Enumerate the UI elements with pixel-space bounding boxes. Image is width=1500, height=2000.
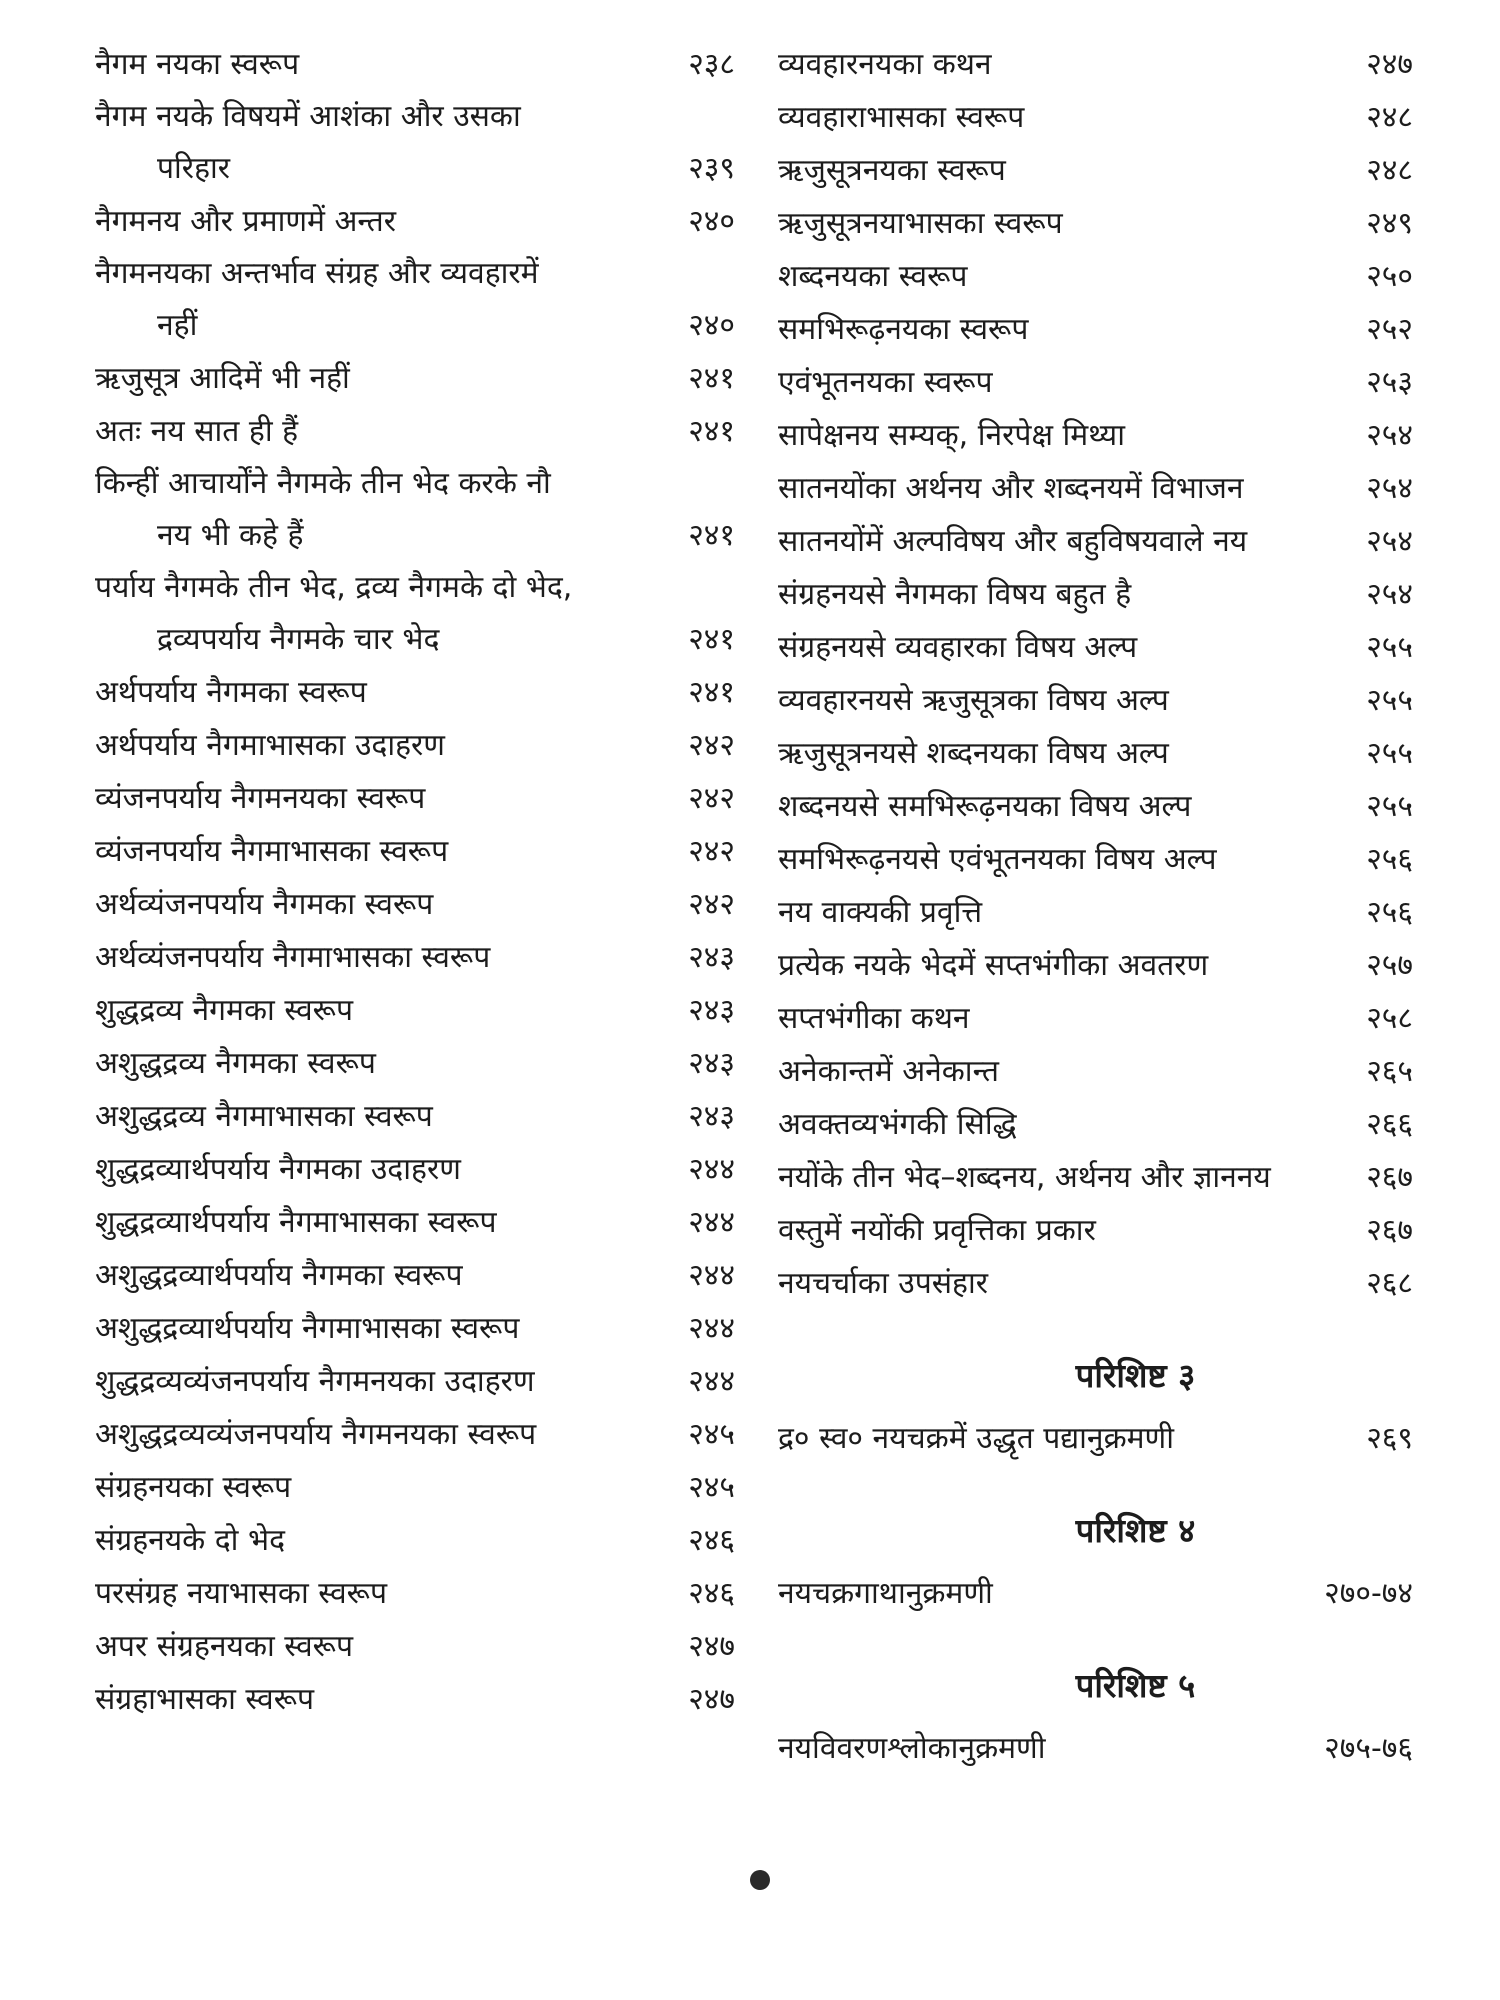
entry-page-number: २४२ xyxy=(688,887,735,922)
entry-title xyxy=(778,674,1331,727)
entry-title xyxy=(778,1098,1331,1151)
entry-title xyxy=(95,1249,653,1302)
entry-title-text: नैगम नयके विषयमें आशंका और उसका xyxy=(95,99,521,134)
entry-title xyxy=(95,1090,653,1143)
entry-title-text: अवक्तव्यभंगकी सिद्धि xyxy=(778,1107,1017,1142)
entry-title xyxy=(95,248,653,352)
toc-entry xyxy=(778,91,1413,144)
toc-entry xyxy=(95,719,735,772)
entry-title xyxy=(95,878,653,931)
entry-page-number: २४७ xyxy=(688,1682,735,1717)
entry-title xyxy=(778,568,1331,621)
entry-page-number: २४२ xyxy=(688,728,735,763)
toc-entry xyxy=(778,939,1413,992)
entry-title xyxy=(95,984,653,1037)
entry-page-number: २४५ xyxy=(688,1470,735,1505)
entry-title xyxy=(778,91,1331,144)
toc-entry xyxy=(95,772,735,825)
entry-title-text: नैगम नयका स्वरूप xyxy=(95,47,300,82)
toc-entry xyxy=(778,780,1413,833)
entry-title-text: अनेकान्तमें अनेकान्त xyxy=(778,1054,999,1089)
entry-title xyxy=(778,621,1331,674)
entry-title-text: समभिरूढ़नयसे एवंभूतनयका विषय अल्प xyxy=(778,842,1217,877)
toc-entry xyxy=(778,462,1413,515)
toc-entry xyxy=(95,1620,735,1673)
entry-title xyxy=(778,1412,1331,1465)
entry-page-number: २५५ xyxy=(1366,736,1413,771)
toc-entry xyxy=(95,1461,735,1514)
entry-page-number: २४१ xyxy=(688,518,735,553)
toc-entry xyxy=(778,833,1413,886)
entry-title-text: सापेक्षनय सम्यक्, निरपेक्ष मिथ्या xyxy=(778,418,1125,453)
entry-page-number: २७०-७४ xyxy=(1324,1576,1413,1611)
entry-title xyxy=(778,303,1331,356)
left-column xyxy=(95,38,735,1726)
toc-entry xyxy=(778,727,1413,780)
entry-title-text: अर्थपर्याय नैगमाभासका उदाहरण xyxy=(95,728,446,763)
toc-entry xyxy=(778,356,1413,409)
entry-title-text: व्यवहाराभासका स्वरूप xyxy=(778,100,1025,135)
entry-title-text: नयोंके तीन भेद–शब्दनय, अर्थनय और ज्ञाननय xyxy=(778,1160,1271,1195)
entry-title-text: प्रत्येक नयके भेदमें सप्तभंगीका अवतरण xyxy=(778,948,1209,983)
toc-entry xyxy=(95,1249,735,1302)
entry-title xyxy=(95,1302,653,1355)
entry-page-number: २४४ xyxy=(688,1311,735,1346)
entry-title-text: शब्दनयसे समभिरूढ़नयका विषय अल्प xyxy=(778,789,1192,824)
entry-page-number: २४८ xyxy=(1366,100,1413,135)
entry-title xyxy=(95,1514,653,1567)
entry-title xyxy=(95,1673,653,1726)
entry-page-number: २४४ xyxy=(688,1205,735,1240)
toc-entry xyxy=(95,1196,735,1249)
entry-title xyxy=(778,1257,1331,1310)
entry-page-number: २४६ xyxy=(688,1576,735,1611)
entry-title xyxy=(778,1567,1314,1620)
entry-title-text: व्यवहारनयका कथन xyxy=(778,47,992,82)
entry-title-text: सप्तभंगीका कथन xyxy=(778,1001,970,1036)
entry-page-number: २६५ xyxy=(1366,1054,1413,1089)
entry-title-text: नयचक्रगाथानुक्रमणी xyxy=(778,1576,993,1611)
entry-page-number: २४७ xyxy=(688,1629,735,1664)
entry-title xyxy=(778,1204,1331,1257)
entry-title xyxy=(95,1620,653,1673)
right-column xyxy=(778,38,1413,1775)
toc-entry xyxy=(778,568,1413,621)
entry-page-number: २५४ xyxy=(1366,524,1413,559)
entry-title xyxy=(95,352,653,405)
entry-page-number: २४१ xyxy=(688,414,735,449)
entry-title xyxy=(95,772,653,825)
entry-page-number: २३९ xyxy=(688,151,735,186)
toc-entry xyxy=(778,1151,1413,1204)
entry-page-number: २४९ xyxy=(1366,206,1413,241)
entry-title xyxy=(778,250,1331,303)
entry-page-number: २५५ xyxy=(1366,683,1413,718)
entry-title-text: संग्रहनयका स्वरूप xyxy=(95,1470,292,1505)
entry-title-continuation: नय भी कहे हैं xyxy=(157,518,304,553)
entry-page-number: २५६ xyxy=(1366,895,1413,930)
toc-entry xyxy=(778,1204,1413,1257)
entry-page-number: २६७ xyxy=(1366,1213,1413,1248)
toc-entry xyxy=(778,674,1413,727)
entry-page-number: २५२ xyxy=(1366,312,1413,347)
toc-entry xyxy=(95,562,735,666)
toc-entry xyxy=(95,1408,735,1461)
entry-page-number: २४३ xyxy=(688,1046,735,1081)
toc-entry xyxy=(778,1098,1413,1151)
entry-title xyxy=(778,1045,1331,1098)
entry-title xyxy=(95,719,653,772)
entry-page-number: २५६ xyxy=(1366,842,1413,877)
entry-title xyxy=(95,931,653,984)
entry-title-continuation: द्रव्यपर्याय नैगमके चार भेद xyxy=(157,622,440,657)
entry-title-text: किन्हीं आचार्योंने नैगमके तीन भेद करके नौ xyxy=(95,466,551,501)
entry-title-continuation: नहीं xyxy=(157,308,198,343)
entry-title-text: अर्थव्यंजनपर्याय नैगमका स्वरूप xyxy=(95,887,434,922)
entry-page-number: २४० xyxy=(688,204,735,239)
toc-entry xyxy=(778,1412,1413,1465)
entry-title xyxy=(95,1196,653,1249)
entry-title-text: नय वाक्यकी प्रवृत्ति xyxy=(778,895,983,930)
entry-title-text: नैगमनय और प्रमाणमें अन्तर xyxy=(95,204,397,239)
entry-page-number: २४४ xyxy=(688,1152,735,1187)
entry-page-number: २४६ xyxy=(688,1523,735,1558)
toc-entry xyxy=(95,405,735,458)
toc-entry xyxy=(778,1045,1413,1098)
entry-title xyxy=(95,38,653,91)
entry-title xyxy=(95,1355,653,1408)
entry-title-text: शब्दनयका स्वरूप xyxy=(778,259,968,294)
entry-page-number: २३८ xyxy=(688,47,735,82)
entry-title-text: परसंग्रह नयाभासका स्वरूप xyxy=(95,1576,387,1611)
toc-entry xyxy=(778,1257,1413,1310)
entry-title xyxy=(95,91,653,195)
entry-title xyxy=(95,562,653,666)
entry-page-number: २४७ xyxy=(1366,47,1413,82)
entry-title-text: अशुद्धद्रव्य नैगमाभासका स्वरूप xyxy=(95,1099,433,1134)
toc-entry xyxy=(95,931,735,984)
entry-title-text: ऋजुसूत्रनयका स्वरूप xyxy=(778,153,1006,188)
entry-title xyxy=(778,356,1331,409)
entry-title xyxy=(778,462,1331,515)
entry-page-number: २५० xyxy=(1366,259,1413,294)
appendix-heading: परिशिष्ट ५ xyxy=(1075,1666,1196,1705)
entry-page-number: २५५ xyxy=(1366,789,1413,824)
entry-title xyxy=(778,515,1331,568)
entry-title-text: नैगमनयका अन्तर्भाव संग्रह और व्यवहारमें xyxy=(95,256,539,291)
entry-title-text: समभिरूढ़नयका स्वरूप xyxy=(778,312,1029,347)
entry-page-number: २४१ xyxy=(688,622,735,657)
entry-title-text: शुद्धद्रव्यार्थपर्याय नैगमका उदाहरण xyxy=(95,1152,461,1187)
toc-entry xyxy=(778,197,1413,250)
entry-title-text: ऋजुसूत्रनयाभासका स्वरूप xyxy=(778,206,1063,241)
entry-title xyxy=(778,780,1331,833)
entry-title xyxy=(95,1461,653,1514)
toc-entry xyxy=(95,984,735,1037)
entry-page-number: २६९ xyxy=(1366,1421,1413,1456)
entry-page-number: २६६ xyxy=(1366,1107,1413,1142)
entry-title-text: संग्रहाभासका स्वरूप xyxy=(95,1682,315,1717)
entry-page-number: २४४ xyxy=(688,1258,735,1293)
toc-entry xyxy=(95,248,735,352)
toc-entry xyxy=(95,458,735,562)
toc-entry xyxy=(95,91,735,195)
entry-page-number: २५४ xyxy=(1366,577,1413,612)
page-marker-dot xyxy=(750,1870,770,1890)
toc-entry xyxy=(778,38,1413,91)
entry-page-number: २६८ xyxy=(1366,1266,1413,1301)
entry-page-number: २४२ xyxy=(688,834,735,869)
entry-page-number: २४३ xyxy=(688,1099,735,1134)
toc-entry xyxy=(95,195,735,248)
entry-title-text: एवंभूतनयका स्वरूप xyxy=(778,365,993,400)
entry-title-text: अर्थपर्याय नैगमका स्वरूप xyxy=(95,675,367,710)
toc-entry xyxy=(95,38,735,91)
entry-page-number: २५५ xyxy=(1366,630,1413,665)
entry-page-number: २४१ xyxy=(688,675,735,710)
toc-entry xyxy=(95,666,735,719)
entry-page-number: २४४ xyxy=(688,1364,735,1399)
entry-title-text: पर्याय नैगमके तीन भेद, द्रव्य नैगमके दो भेद, xyxy=(95,570,573,605)
entry-title-text: व्यंजनपर्याय नैगमाभासका स्वरूप xyxy=(95,834,449,869)
entry-title xyxy=(778,144,1331,197)
entry-title-text: ऋजुसूत्रनयसे शब्दनयका विषय अल्प xyxy=(778,736,1169,771)
entry-title-text: ऋजुसूत्र आदिमें भी नहीं xyxy=(95,361,350,396)
entry-page-number: २६७ xyxy=(1366,1160,1413,1195)
toc-entry xyxy=(778,1722,1413,1775)
entry-title xyxy=(778,1722,1314,1775)
entry-page-number: २७५-७६ xyxy=(1324,1731,1413,1766)
appendix-heading: परिशिष्ट ३ xyxy=(1075,1356,1196,1395)
entry-title-text: अशुद्धद्रव्यार्थपर्याय नैगमाभासका स्वरूप xyxy=(95,1311,520,1346)
toc-entry xyxy=(778,992,1413,1045)
entry-title-text: द्र० स्व० नयचक्रमें उद्धृत पद्यानुक्रमणी xyxy=(778,1421,1175,1456)
toc-entry xyxy=(778,144,1413,197)
entry-title-continuation: परिहार xyxy=(157,151,231,186)
toc-entry xyxy=(95,1143,735,1196)
entry-title-text: अतः नय सात ही हैं xyxy=(95,414,299,449)
toc-entry xyxy=(95,878,735,931)
entry-page-number: २५४ xyxy=(1366,471,1413,506)
entry-title xyxy=(95,1567,653,1620)
toc-entry xyxy=(778,250,1413,303)
entry-title-text: व्यवहारनयसे ऋजुसूत्रका विषय अल्प xyxy=(778,683,1169,718)
toc-entry xyxy=(95,1567,735,1620)
entry-page-number: २५४ xyxy=(1366,418,1413,453)
toc-entry xyxy=(778,621,1413,674)
entry-page-number: २४० xyxy=(688,308,735,343)
entry-page-number: २५३ xyxy=(1366,365,1413,400)
toc-entry xyxy=(95,1355,735,1408)
entry-title-text: अशुद्धद्रव्यव्यंजनपर्याय नैगमनयका स्वरूप xyxy=(95,1417,537,1452)
entry-title xyxy=(95,195,653,248)
entry-title xyxy=(95,825,653,878)
entry-title-text: अपर संग्रहनयका स्वरूप xyxy=(95,1629,353,1664)
entry-title xyxy=(95,1143,653,1196)
entry-page-number: २४१ xyxy=(688,361,735,396)
entry-title-text: संग्रहनयसे व्यवहारका विषय अल्प xyxy=(778,630,1138,665)
entry-title-text: संग्रहनयके दो भेद xyxy=(95,1523,286,1558)
entry-title-text: सातनयोंका अर्थनय और शब्दनयमें विभाजन xyxy=(778,471,1244,506)
entry-title-text: व्यंजनपर्याय नैगमनयका स्वरूप xyxy=(95,781,426,816)
entry-title-text: शुद्धद्रव्य नैगमका स्वरूप xyxy=(95,993,354,1028)
toc-entry xyxy=(778,886,1413,939)
toc-entry xyxy=(95,1090,735,1143)
toc-entry xyxy=(95,825,735,878)
entry-page-number: २४२ xyxy=(688,781,735,816)
entry-title-text: वस्तुमें नयोंकी प्रवृत्तिका प्रकार xyxy=(778,1213,1096,1248)
entry-title-text: शुद्धद्रव्यव्यंजनपर्याय नैगमनयका उदाहरण xyxy=(95,1364,535,1399)
entry-title-text: अशुद्धद्रव्य नैगमका स्वरूप xyxy=(95,1046,376,1081)
toc-entry xyxy=(778,409,1413,462)
entry-title xyxy=(778,939,1331,992)
entry-title xyxy=(778,197,1331,250)
entry-page-number: २५७ xyxy=(1366,948,1413,983)
toc-entry xyxy=(95,1302,735,1355)
toc-entry xyxy=(95,1514,735,1567)
toc-entry xyxy=(95,352,735,405)
toc-entry xyxy=(778,1567,1413,1620)
entry-title xyxy=(95,405,653,458)
appendix-heading: परिशिष्ट ४ xyxy=(1075,1511,1196,1550)
entry-title xyxy=(778,833,1331,886)
entry-title xyxy=(778,886,1331,939)
entry-title-text: सातनयोंमें अल्पविषय और बहुविषयवाले नय xyxy=(778,524,1248,559)
entry-title-text: अर्थव्यंजनपर्याय नैगमाभासका स्वरूप xyxy=(95,940,491,975)
entry-title-text: नयविवरणश्लोकानुक्रमणी xyxy=(778,1731,1046,1766)
toc-entry xyxy=(95,1037,735,1090)
entry-title-text: संग्रहनयसे नैगमका विषय बहुत है xyxy=(778,577,1132,612)
entry-page-number: २४३ xyxy=(688,993,735,1028)
entry-title xyxy=(778,992,1331,1045)
entry-title-text: शुद्धद्रव्यार्थपर्याय नैगमाभासका स्वरूप xyxy=(95,1205,497,1240)
entry-title-text: अशुद्धद्रव्यार्थपर्याय नैगमका स्वरूप xyxy=(95,1258,463,1293)
entry-title xyxy=(95,1037,653,1090)
toc-entry xyxy=(778,515,1413,568)
entry-title xyxy=(778,1151,1331,1204)
entry-title xyxy=(95,1408,653,1461)
entry-page-number: २५८ xyxy=(1366,1001,1413,1036)
entry-title xyxy=(778,38,1331,91)
entry-title xyxy=(95,458,653,562)
entry-title xyxy=(778,727,1331,780)
entry-page-number: २४५ xyxy=(688,1417,735,1452)
entry-title-text: नयचर्चाका उपसंहार xyxy=(778,1266,988,1301)
entry-title xyxy=(95,666,653,719)
entry-page-number: २४८ xyxy=(1366,153,1413,188)
entry-page-number: २४३ xyxy=(688,940,735,975)
toc-entry xyxy=(778,303,1413,356)
entry-title xyxy=(778,409,1331,462)
toc-entry xyxy=(95,1673,735,1726)
